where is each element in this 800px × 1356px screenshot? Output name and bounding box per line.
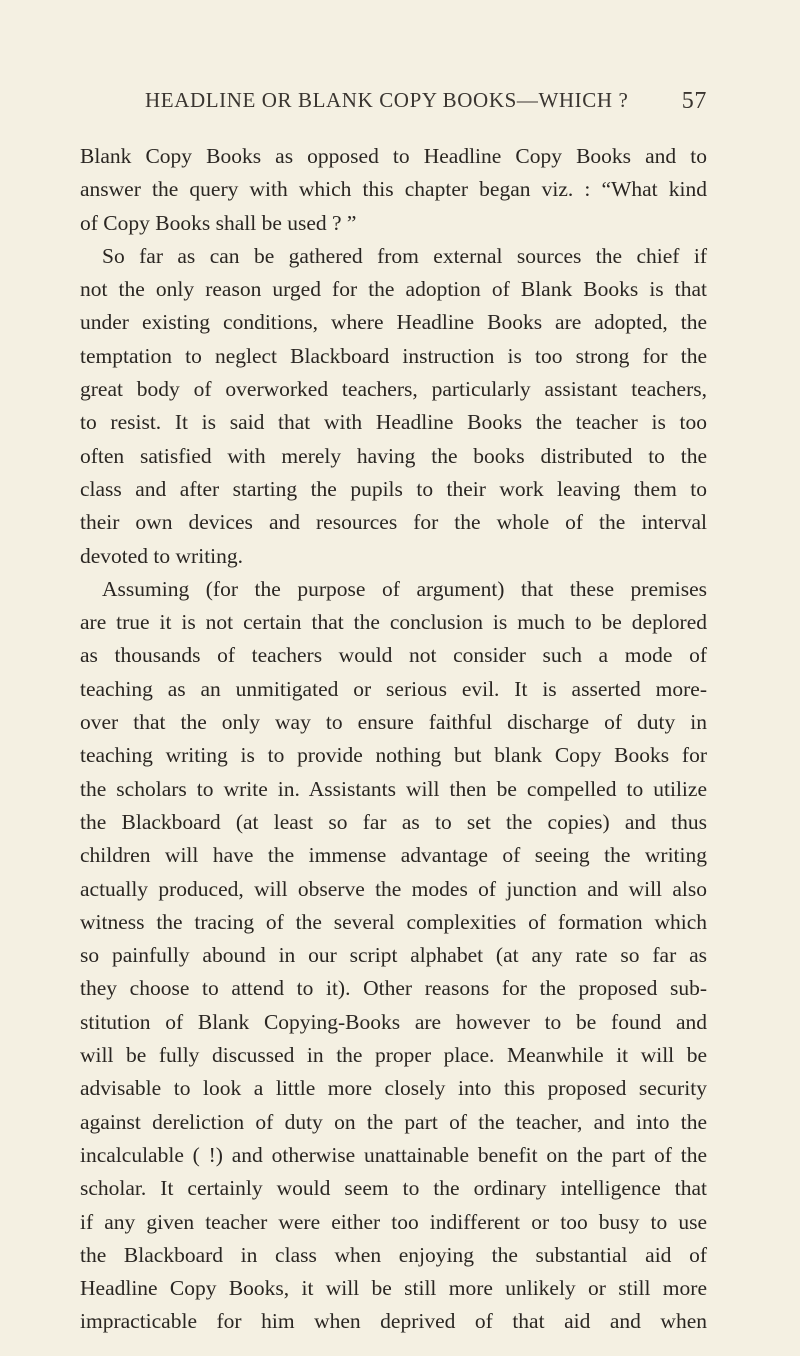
- text-line: Blank Copy Books as opposed to Headline Copy Books and to: [80, 144, 707, 168]
- text-line: stitution of Blank Copying-Books are however to be found and: [80, 1009, 707, 1034]
- text-line: as thousands of teachers would not consider such a mode of: [80, 643, 707, 668]
- text-line: answer the query with which this chapter began viz. : “What kind: [80, 177, 707, 202]
- text-line: so painfully abound in our script alphabet (at any rate so far as: [80, 943, 707, 968]
- running-title: HEADLINE OR BLANK COPY BOOKS—WHICH ?: [145, 88, 629, 112]
- text-line: actually produced, will observe the modes of junction and will also: [80, 876, 707, 901]
- text-line: are true it is not certain that the conclusion is much to be deplored: [80, 610, 707, 635]
- text-line: class and after starting the pupils to their work leaving them to: [80, 476, 707, 501]
- text-line: they choose to attend to it). Other reasons for the proposed sub-: [80, 976, 707, 1001]
- text-line: witness the tracing of the several complexities of formation which: [80, 909, 707, 934]
- text-line: teaching as an unmitigated or serious evil. It is asserted more-: [80, 676, 707, 701]
- text-line: scholar. It certainly would seem to the ordinary intelligence that: [80, 1176, 707, 1201]
- text-line: the scholars to write in. Assistants will then be compelled to utilize: [80, 776, 707, 801]
- text-line: Headline Copy Books, it will be still more unlikely or still more: [80, 1276, 707, 1301]
- text-line: not the only reason urged for the adoption of Blank Books is that: [80, 277, 707, 302]
- text-line: under existing conditions, where Headline Books are adopted, the: [80, 310, 707, 335]
- text-line: children will have the immense advantage of seeing the writing: [80, 843, 707, 868]
- text-line: against dereliction of duty on the part of the teacher, and into the: [80, 1109, 707, 1134]
- text-line: of Copy Books shall be used ? ”: [80, 210, 357, 235]
- text-line: their own devices and resources for the whole of the interval: [80, 510, 707, 535]
- text-line: temptation to neglect Blackboard instruction is too strong for the: [80, 343, 707, 368]
- text-line: great body of overworked teachers, particularly assistant teachers,: [80, 377, 707, 402]
- text-line: if any given teacher were either too indifferent or too busy to use: [80, 1209, 707, 1234]
- text-line: incalculable ( !) and otherwise unattainable benefit on the part of the: [80, 1142, 707, 1167]
- text-line: So far as can be gathered from external sources the chief if: [102, 243, 707, 268]
- text-line: teaching writing is to provide nothing but blank Copy Books for: [80, 743, 707, 768]
- text-line: often satisfied with merely having the books distributed to the: [80, 443, 707, 468]
- body-text: [80, 140, 707, 1339]
- text-line: impracticable for him when deprived of that aid and when: [80, 1309, 707, 1334]
- text-line: the Blackboard in class when enjoying the substantial aid of: [80, 1242, 707, 1267]
- text-line: the Blackboard (at least so far as to set the copies) and thus: [80, 809, 707, 834]
- page-number: 57: [681, 88, 707, 114]
- text-line: over that the only way to ensure faithful discharge of duty in: [80, 710, 707, 735]
- text-line: Assuming (for the purpose of argument) that these premises: [102, 576, 707, 601]
- text-line: to resist. It is said that with Headline Books the teacher is too: [80, 410, 707, 435]
- text-line: devoted to writing.: [80, 543, 244, 568]
- text-line: will be fully discussed in the proper place. Meanwhile it will be: [80, 1043, 707, 1068]
- text-line: advisable to look a little more closely into this proposed security: [80, 1076, 707, 1101]
- running-head: [145, 88, 707, 118]
